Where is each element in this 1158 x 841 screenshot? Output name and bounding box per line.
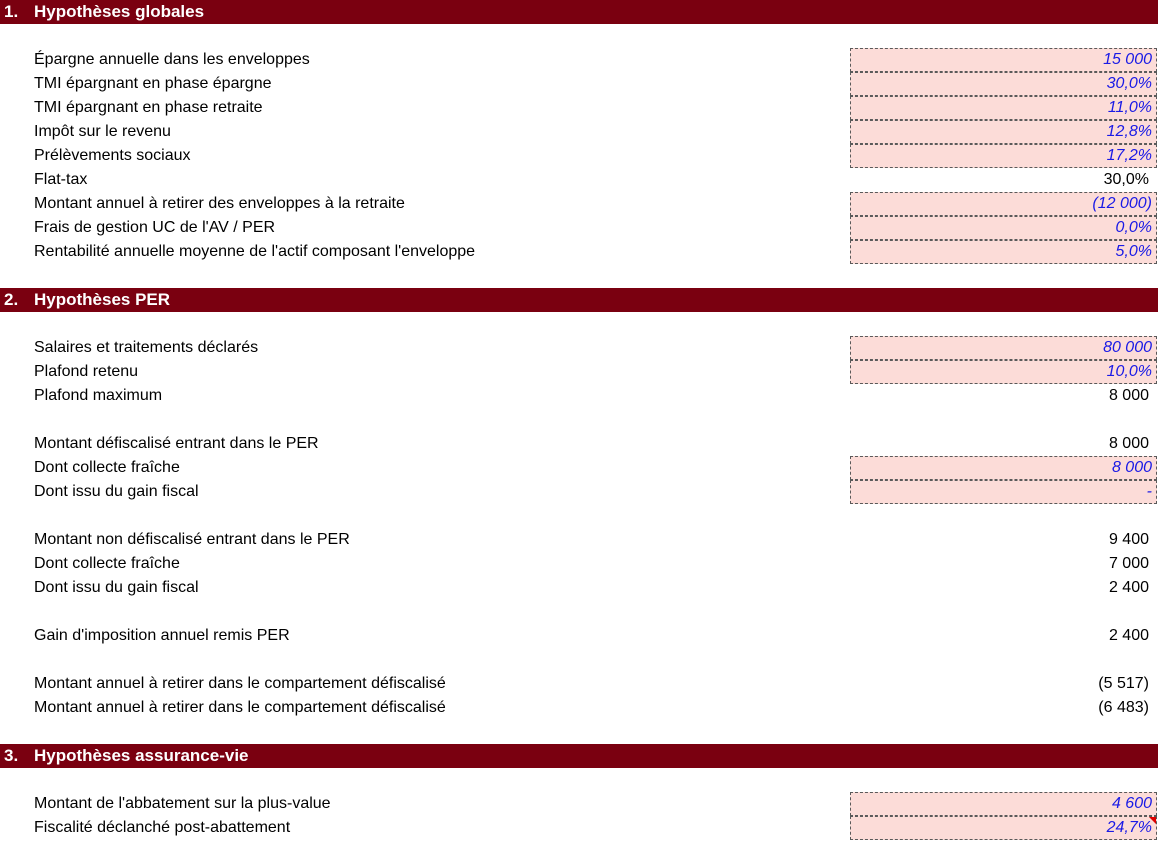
row-fiscalite-post-abattement <box>0 816 1158 840</box>
section-header-hypotheses-globales <box>0 0 1158 24</box>
cell-value: 24,7% <box>1106 819 1152 836</box>
input-cell-impot-revenu[interactable]: 12,8% <box>850 120 1157 144</box>
row-label: Gain d'imposition annuel remis PER <box>34 627 290 644</box>
calc-cell-dont-gain-fiscal-non-defisc[interactable]: 2 400 <box>1108 579 1149 596</box>
row-label: Prélèvements sociaux <box>34 147 191 164</box>
calc-cell-plafond-maximum[interactable]: 8 000 <box>1108 387 1149 404</box>
row-prelevements-sociaux <box>0 144 1158 168</box>
row-label: Dont collecte fraîche <box>34 459 180 476</box>
section-title: Hypothèses PER <box>34 290 171 309</box>
section-number: 1. <box>4 2 19 21</box>
row-flat-tax <box>0 168 1158 192</box>
row-tmi-phase-epargne <box>0 72 1158 96</box>
row-label: Montant annuel à retirer dans le compartement défiscalisé <box>34 675 446 692</box>
calc-cell-montant-non-defiscalise[interactable]: 9 400 <box>1108 531 1149 548</box>
row-gain-imposition-annuel <box>0 624 1158 648</box>
calc-cell-dont-collecte-fraiche-non-defisc[interactable]: 7 000 <box>1108 555 1149 572</box>
row-label: TMI épargnant en phase épargne <box>34 75 272 92</box>
row-label: Plafond maximum <box>34 387 163 404</box>
input-cell-montant-retrait-retraite[interactable]: (12 000) <box>850 192 1157 216</box>
row-label: Dont issu du gain fiscal <box>34 579 199 596</box>
row-montant-defiscalise <box>0 432 1158 456</box>
row-label: Montant défiscalisé entrant dans le PER <box>34 435 319 452</box>
row-label: Dont issu du gain fiscal <box>34 483 199 500</box>
section-header-hypotheses-assurance-vie <box>0 744 1158 768</box>
row-label: Flat-tax <box>34 171 88 188</box>
calc-cell-flat-tax[interactable]: 30,0% <box>1103 171 1149 188</box>
section-header-hypotheses-per <box>0 288 1158 312</box>
input-cell-frais-gestion[interactable]: 0,0% <box>850 216 1157 240</box>
row-label: Épargne annuelle dans les enveloppes <box>34 51 310 68</box>
row-rentabilite-annuelle <box>0 240 1158 264</box>
row-frais-gestion <box>0 216 1158 240</box>
row-label: TMI épargnant en phase retraite <box>34 99 263 116</box>
section-number: 2. <box>4 290 19 309</box>
row-tmi-phase-retraite <box>0 96 1158 120</box>
row-epargne-annuelle <box>0 48 1158 72</box>
comment-indicator-icon[interactable] <box>1149 817 1156 824</box>
row-label: Salaires et traitements déclarés <box>34 339 259 356</box>
row-label: Montant annuel à retirer des enveloppes à la retraite <box>34 195 405 212</box>
row-dont-collecte-fraiche-non-defisc <box>0 552 1158 576</box>
row-label: Montant non défiscalisé entrant dans le PER <box>34 531 350 548</box>
section-number: 3. <box>4 746 19 765</box>
input-cell-fiscalite-post-abattement[interactable] <box>850 816 1157 840</box>
row-label: Plafond retenu <box>34 363 139 380</box>
input-cell-abattement-plus-value[interactable]: 4 600 <box>850 792 1157 816</box>
section-title: Hypothèses assurance-vie <box>34 746 249 765</box>
row-dont-collecte-fraiche-defisc <box>0 456 1158 480</box>
row-dont-gain-fiscal-non-defisc <box>0 576 1158 600</box>
input-cell-rentabilite-annuelle[interactable]: 5,0% <box>850 240 1157 264</box>
row-label: Montant annuel à retirer dans le compartement défiscalisé <box>34 699 446 716</box>
input-cell-tmi-phase-retraite[interactable]: 11,0% <box>850 96 1157 120</box>
section-title: Hypothèses globales <box>34 2 205 21</box>
calc-cell-montant-retrait-defiscalise-1[interactable]: (5 517) <box>1098 675 1149 692</box>
row-plafond-maximum <box>0 384 1158 408</box>
input-cell-plafond-retenu[interactable]: 10,0% <box>850 360 1157 384</box>
row-abattement-plus-value <box>0 792 1158 816</box>
row-montant-retrait-defiscalise-1 <box>0 672 1158 696</box>
input-cell-dont-gain-fiscal-defisc[interactable]: - <box>850 480 1157 504</box>
row-dont-gain-fiscal-defisc <box>0 480 1158 504</box>
row-montant-retrait-defiscalise-2 <box>0 696 1158 720</box>
row-label: Frais de gestion UC de l'AV / PER <box>34 219 276 236</box>
row-label: Fiscalité déclanché post-abattement <box>34 819 291 836</box>
input-cell-tmi-phase-epargne[interactable]: 30,0% <box>850 72 1157 96</box>
row-label: Impôt sur le revenu <box>34 123 171 140</box>
input-cell-salaires-traitements[interactable]: 80 000 <box>850 336 1157 360</box>
input-cell-dont-collecte-fraiche-defisc[interactable]: 8 000 <box>850 456 1157 480</box>
row-plafond-retenu <box>0 360 1158 384</box>
row-label: Rentabilité annuelle moyenne de l'actif composant l'enveloppe <box>34 243 476 260</box>
calc-cell-gain-imposition-annuel[interactable]: 2 400 <box>1108 627 1149 644</box>
row-montant-non-defiscalise <box>0 528 1158 552</box>
row-montant-retrait-retraite <box>0 192 1158 216</box>
input-cell-prelevements-sociaux[interactable]: 17,2% <box>850 144 1157 168</box>
input-cell-epargne-annuelle[interactable]: 15 000 <box>850 48 1157 72</box>
calc-cell-montant-retrait-defiscalise-2[interactable]: (6 483) <box>1098 699 1149 716</box>
calc-cell-montant-defiscalise[interactable]: 8 000 <box>1108 435 1149 452</box>
row-label: Dont collecte fraîche <box>34 555 180 572</box>
row-label: Montant de l'abbatement sur la plus-value <box>34 795 331 812</box>
row-salaires-traitements <box>0 336 1158 360</box>
row-impot-revenu <box>0 120 1158 144</box>
